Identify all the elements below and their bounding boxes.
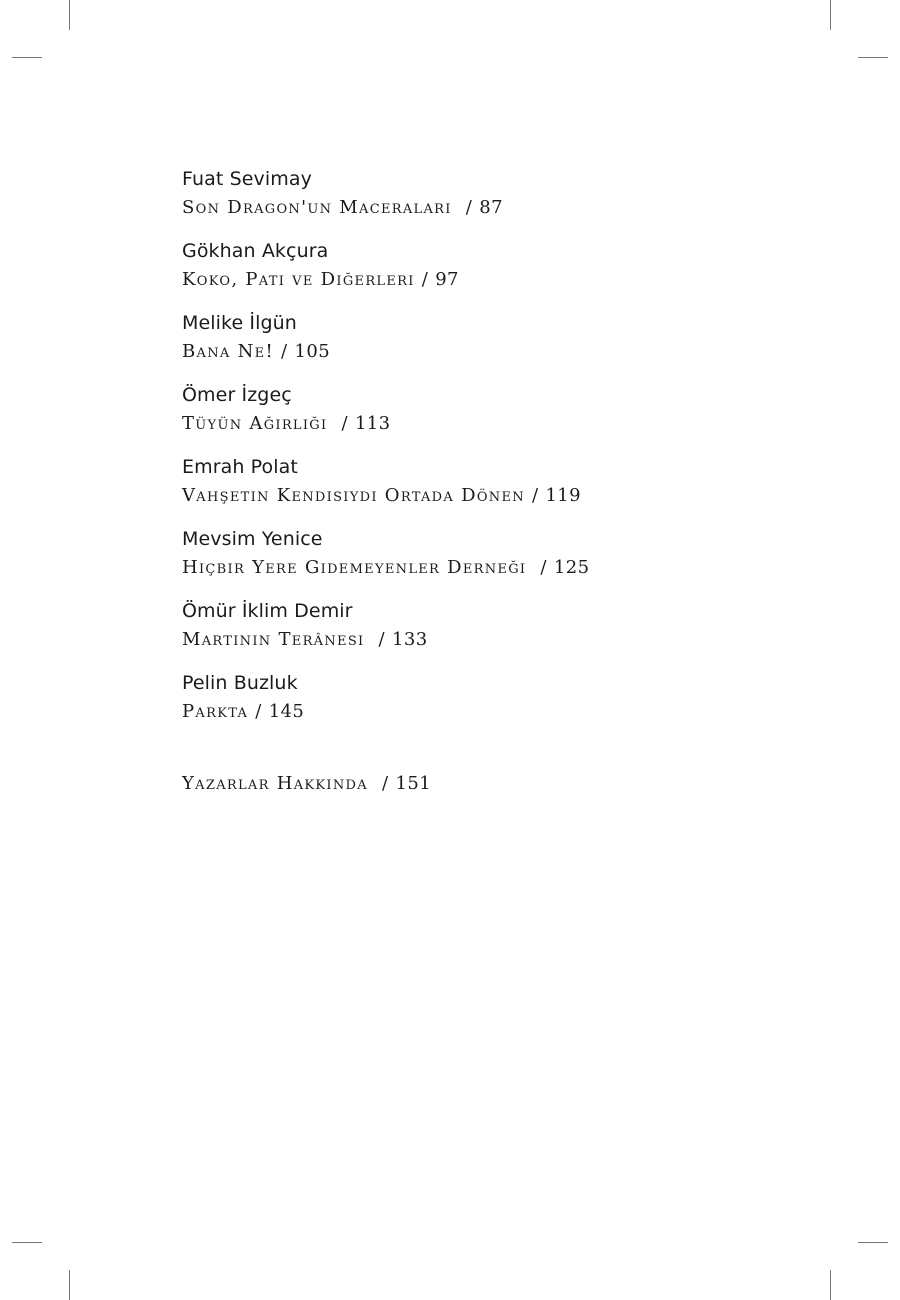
entry-story xyxy=(182,482,802,510)
entry-story xyxy=(182,410,802,438)
entry-author: Melike İlgün xyxy=(182,312,297,334)
crop-mark-bottom-right-vertical xyxy=(830,1270,831,1300)
crop-mark-top-right-vertical xyxy=(830,0,831,30)
entry-story xyxy=(182,266,802,294)
entry-title: Koko, Pati ve Diğerleri xyxy=(182,269,415,290)
entry-page-number: 87 xyxy=(479,197,503,218)
toc-entry xyxy=(182,596,802,668)
entry-author: Fuat Sevimay xyxy=(182,168,312,190)
entry-page-number: 113 xyxy=(354,413,391,434)
entry-author: Pelin Buzluk xyxy=(182,672,298,694)
crop-mark-top-right-horizontal xyxy=(858,57,888,58)
entry-author: Gökhan Akçura xyxy=(182,240,329,262)
crop-mark-bottom-left-horizontal xyxy=(12,1242,42,1243)
toc-entry xyxy=(182,668,802,740)
entry-title: Hiçbir Yere Gidemeyenler Derneği xyxy=(182,557,527,578)
crop-mark-top-left-vertical xyxy=(69,0,70,30)
toc-entry xyxy=(182,452,802,524)
entry-author: Mevsim Yenice xyxy=(182,528,323,550)
entry-separator: / xyxy=(281,341,288,362)
entry-story xyxy=(182,626,802,654)
entry-separator: / xyxy=(421,269,429,290)
entry-separator: / xyxy=(540,557,547,578)
appendix-entry xyxy=(182,770,802,798)
entry-story xyxy=(182,698,802,726)
toc-entry xyxy=(182,236,802,308)
crop-mark-bottom-left-vertical xyxy=(69,1270,70,1300)
entry-title: Vahşetin Kendisiydi Ortada Dönen xyxy=(182,485,525,506)
appendix-separator: / xyxy=(382,773,389,794)
entry-author: Emrah Polat xyxy=(182,456,298,478)
entry-author: Ömür İklim Demir xyxy=(182,600,353,622)
entry-title: Tüyün Ağırlığı xyxy=(182,413,328,434)
appendix-title: Yazarlar Hakkında xyxy=(182,773,368,794)
entry-separator: / xyxy=(341,413,348,434)
toc-entry xyxy=(182,164,802,236)
entry-page-number: 105 xyxy=(294,341,331,362)
entry-story xyxy=(182,338,802,366)
entry-title: Bana Ne! xyxy=(182,341,274,362)
entry-page-number: 119 xyxy=(545,485,582,506)
toc-entry xyxy=(182,308,802,380)
entry-title: Son Dragon'un Maceraları xyxy=(182,197,452,218)
entry-title: Martının Terânesi xyxy=(182,629,365,650)
entry-story xyxy=(182,554,802,582)
entry-separator: / xyxy=(255,701,262,722)
entry-title: Parkta xyxy=(182,701,249,722)
toc-entry xyxy=(182,380,802,452)
entry-page-number: 145 xyxy=(268,701,305,722)
crop-mark-bottom-right-horizontal xyxy=(858,1242,888,1243)
table-of-contents xyxy=(182,164,802,798)
entry-author: Ömer İzgeç xyxy=(182,384,292,406)
entry-story xyxy=(182,194,802,222)
entry-page-number: 125 xyxy=(553,557,590,578)
appendix-page-number: 151 xyxy=(395,773,432,794)
entry-separator: / xyxy=(531,485,539,506)
toc-entry xyxy=(182,524,802,596)
entry-page-number: 97 xyxy=(435,269,459,290)
entry-page-number: 133 xyxy=(392,629,428,650)
crop-mark-top-left-horizontal xyxy=(12,57,42,58)
entry-separator: / xyxy=(465,197,473,218)
entry-separator: / xyxy=(378,629,385,650)
